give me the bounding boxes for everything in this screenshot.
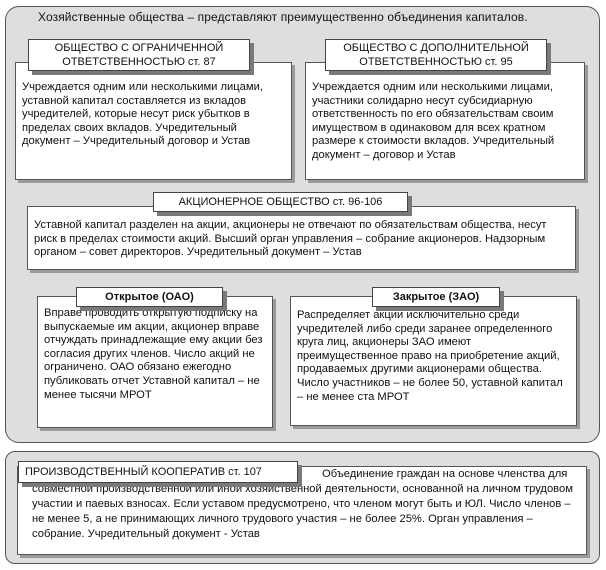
alc-title: ОБЩЕСТВО С ДОПОЛНИТЕЛЬНОЙ ОТВЕТСТВЕННОСТЬЮ ст. 95 xyxy=(325,39,547,71)
alc-text: Учреждается одним или несколькими лицами, участники солидарно несут субсидиарную ответственность по его обязательствам своим имуществом в одинаковом для всех кратном размере к стоимости вкладов. Учредительный документ – договор и Устав xyxy=(312,81,555,161)
jsc-title: АКЦИОНЕРНОЕ ОБЩЕСТВО ст. 96-106 xyxy=(153,192,408,212)
jsc-text: Уставной капитал разделен на акции, акционеры не отвечают по обязательствам общества, несут риск в пределах стоимости акций. Высший орган управления – собрание акционеров. Надзорным органом – совет директоров. Учредительный документ – Устав xyxy=(34,219,547,259)
closed-jsc-box xyxy=(290,296,577,426)
coop-text: Объединение граждан на основе членства для совместной производственной или иной хозяйственной деятельности, основанной на личном трудовом участии и паевых взносах. Если уставом предусмотрено, что членом могут быть и ЮЛ. Число членов – не менее 5, а не принимающих личного трудового участия – не более 25%. Орган управления – собрание. Учредительный документ - Устав xyxy=(32,468,573,540)
open-jsc-title: Открытое (ОАО) xyxy=(76,287,223,307)
closed-jsc-text: Распределяет акции исключительно среди учредителей либо среди заранее определенного круга лиц, акционеры ЗАО имеют преимущественное право на приобретение акций, продаваемых другими акционерами общества. Число участников – не более 50, уставной капитал – не менее ста МРОТ xyxy=(297,309,563,403)
llc-text: Учреждается одним или несколькими лицами, уставной капитал составляется из вкладов учредителей, которые несут риск убытков в пределах своих вкладов. Учредительный документ – Учредительный договор и Устав xyxy=(22,81,263,148)
closed-jsc-title: Закрытое (ЗАО) xyxy=(372,287,500,307)
coop-title: ПРОИЗВОДСТВЕННЫЙ КООПЕРАТИВ ст. 107 xyxy=(18,461,298,483)
jsc-box xyxy=(27,206,576,270)
open-jsc-text: Вправе проводить открытую подписку на выпускаемые им акции, акционер вправе отчуждать принадлежащие ему акции без согласия других членов. Число акций не ограничено. ОАО обязано ежегодно публиковать отчет Уставной капитал – не менее тысячи МРОТ xyxy=(44,307,263,401)
open-jsc-box xyxy=(37,296,273,428)
alc-box xyxy=(305,62,585,180)
llc-title: ОБЩЕСТВО С ОГРАНИЧЕННОЙ ОТВЕТСТВЕННОСТЬЮ ст. 87 xyxy=(28,39,250,71)
business-companies-caption: Хозяйственные общества – представляют преимущественно объединения капиталов. xyxy=(38,10,528,24)
llc-box xyxy=(15,62,292,180)
